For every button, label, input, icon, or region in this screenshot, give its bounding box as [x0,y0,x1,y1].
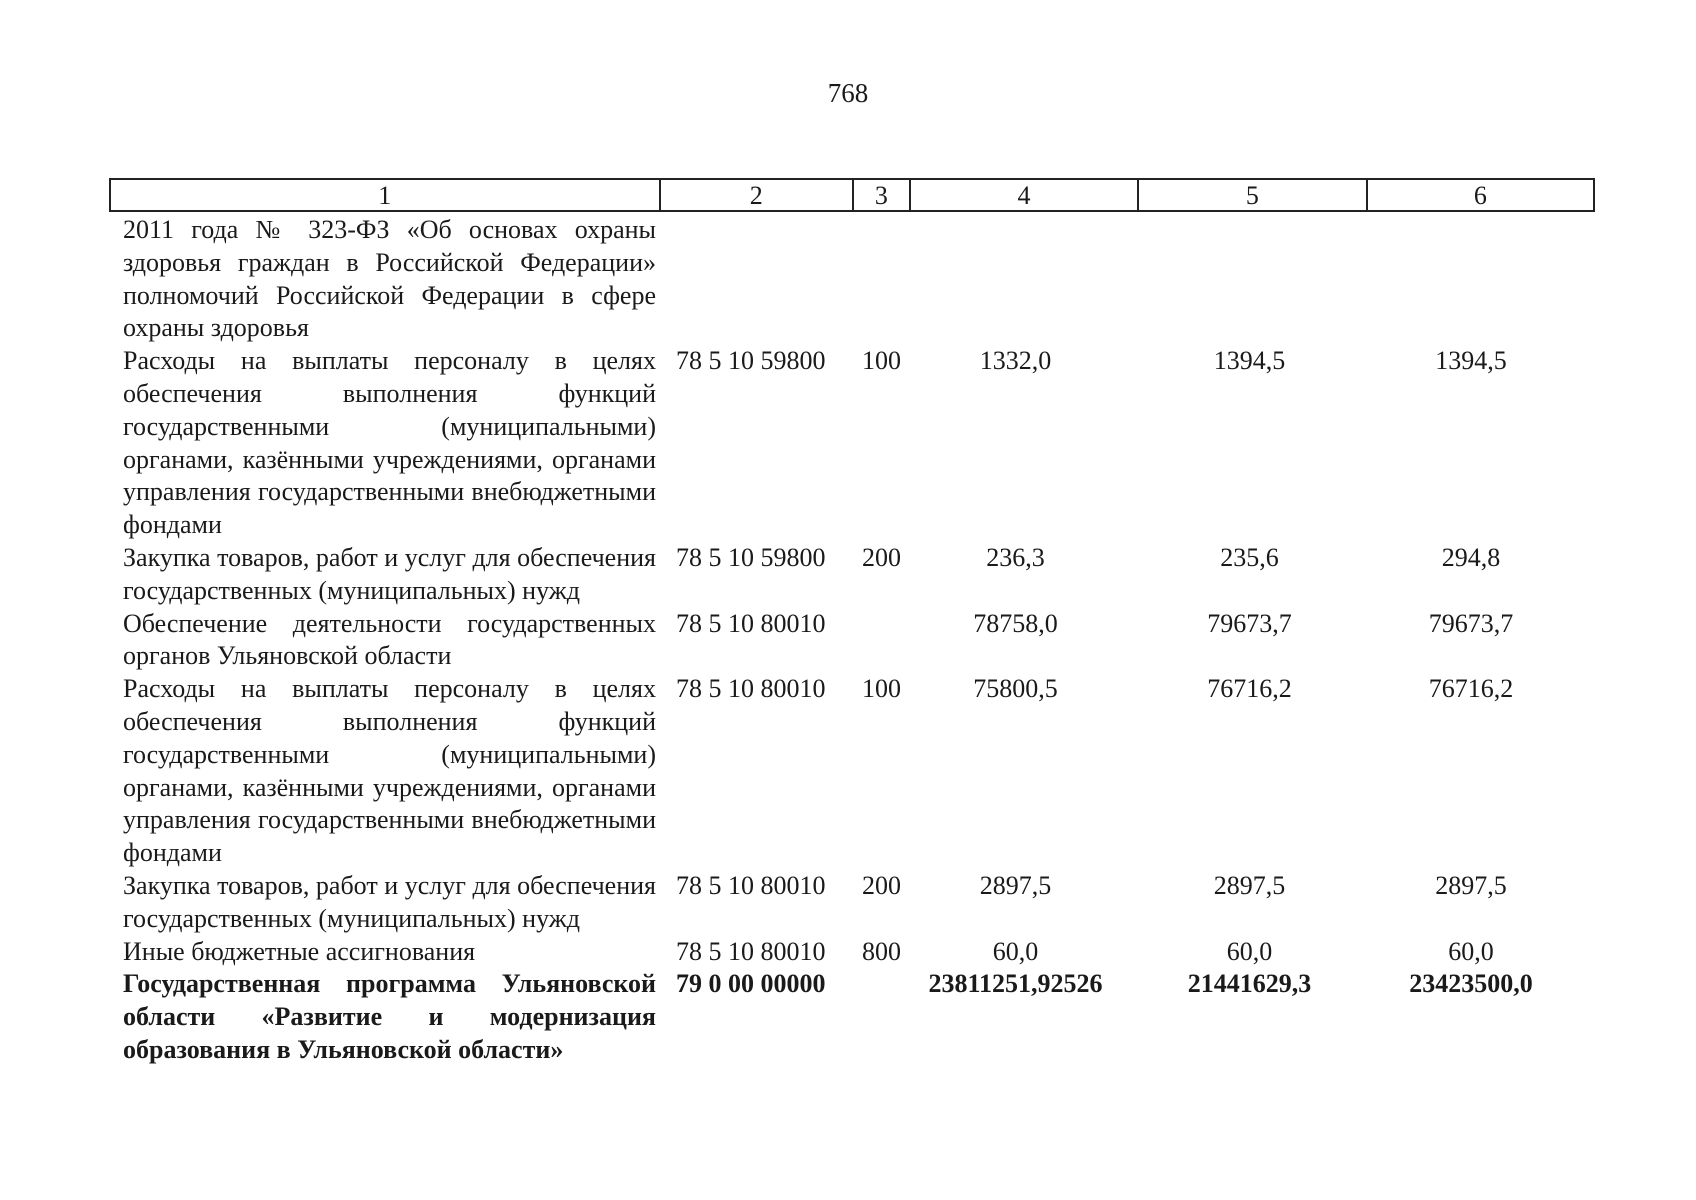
row-code: 78 5 10 80010 [676,674,826,704]
header-col-4: 4 [911,180,1139,210]
row-type: 200 [862,542,901,572]
row-value-6: 76716,2 [1428,674,1514,704]
row-name: Обеспечение деятельности государственных органов Ульяновской области [123,608,656,671]
row-value-6: 294,8 [1441,542,1501,572]
row-name: Расходы на выплаты персоналу в целях обеспечения выполнения функций государственными (муниципальными) органами, казёнными учреждениями, органами управления государственными внебюджетными фондами [123,674,656,868]
row-value-4 [911,214,1140,345]
row-value-5: 1394,5 [1213,346,1286,376]
row-code [660,214,854,345]
table-row [109,542,1595,608]
row-type [854,608,911,674]
row-type [854,214,911,345]
table-row [109,608,1595,674]
header-col-5: 5 [1139,180,1367,210]
table-header [109,178,1595,212]
row-value-5: 235,6 [1220,542,1279,572]
row-code: 79 0 00 00000 [676,969,826,999]
table-row [109,214,1595,345]
row-type: 100 [862,346,901,376]
row-value-6: 79673,7 [1428,608,1514,638]
table-row [109,673,1595,870]
row-name: Закупка товаров, работ и услуг для обеспечения государственных (муниципальных) нужд [123,870,656,933]
row-value-4: 78758,0 [973,608,1058,638]
row-value-5: 60,0 [1226,936,1273,966]
row-name: Закупка товаров, работ и услуг для обеспечения государственных (муниципальных) нужд [123,542,656,605]
row-code: 78 5 10 80010 [676,936,826,966]
row-code: 78 5 10 80010 [676,870,826,900]
row-value-6: 60,0 [1448,936,1494,966]
row-value-4: 23811251,92526 [928,969,1103,999]
row-code: 78 5 10 80010 [676,608,826,638]
row-value-5 [1140,214,1369,345]
row-name: Иные бюджетные ассигнования [123,936,476,966]
row-name: 2011 года № 323-ФЗ «Об основах охраны здоровья граждан в Российской Федерации» полномочий Российской Федерации в сфере охраны здоровья [123,215,656,343]
row-value-6 [1369,214,1595,345]
row-value-6: 23423500,0 [1409,969,1533,999]
row-type: 800 [862,936,901,966]
row-type: 200 [862,870,901,900]
table-row [109,936,1595,969]
row-value-5: 76716,2 [1207,674,1292,704]
header-col-3: 3 [854,180,911,210]
table-row [109,345,1595,542]
row-type: 100 [862,674,901,704]
row-value-4: 2897,5 [979,870,1052,900]
header-col-6: 6 [1473,181,1487,210]
row-value-4: 60,0 [992,936,1039,966]
row-value-5: 21441629,3 [1187,969,1312,999]
table-body [109,214,1595,1067]
row-value-5: 79673,7 [1207,608,1292,638]
header-col-2: 2 [661,180,854,210]
row-name: Расходы на выплаты персоналу в целях обеспечения выполнения функций государственными (муниципальными) органами, казёнными учреждениями, органами управления государственными внебюджетными фондами [123,346,656,540]
page-number: 768 [827,78,869,108]
row-value-6: 2897,5 [1435,870,1507,900]
row-value-4: 236,3 [986,542,1045,572]
row-value-4: 75800,5 [973,674,1058,704]
row-value-5: 2897,5 [1213,870,1286,900]
row-name: Государственная программа Ульяновской области «Развитие и модернизация образования в Ульяновской области» [123,969,656,1064]
header-col-1: 1 [111,180,661,210]
row-code: 78 5 10 59800 [676,346,826,376]
row-value-6: 1394,5 [1435,346,1507,376]
row-code: 78 5 10 59800 [676,542,826,572]
row-value-4: 1332,0 [979,346,1052,376]
table-row-program [109,968,1595,1066]
row-type [854,968,911,1066]
table-row [109,870,1595,936]
